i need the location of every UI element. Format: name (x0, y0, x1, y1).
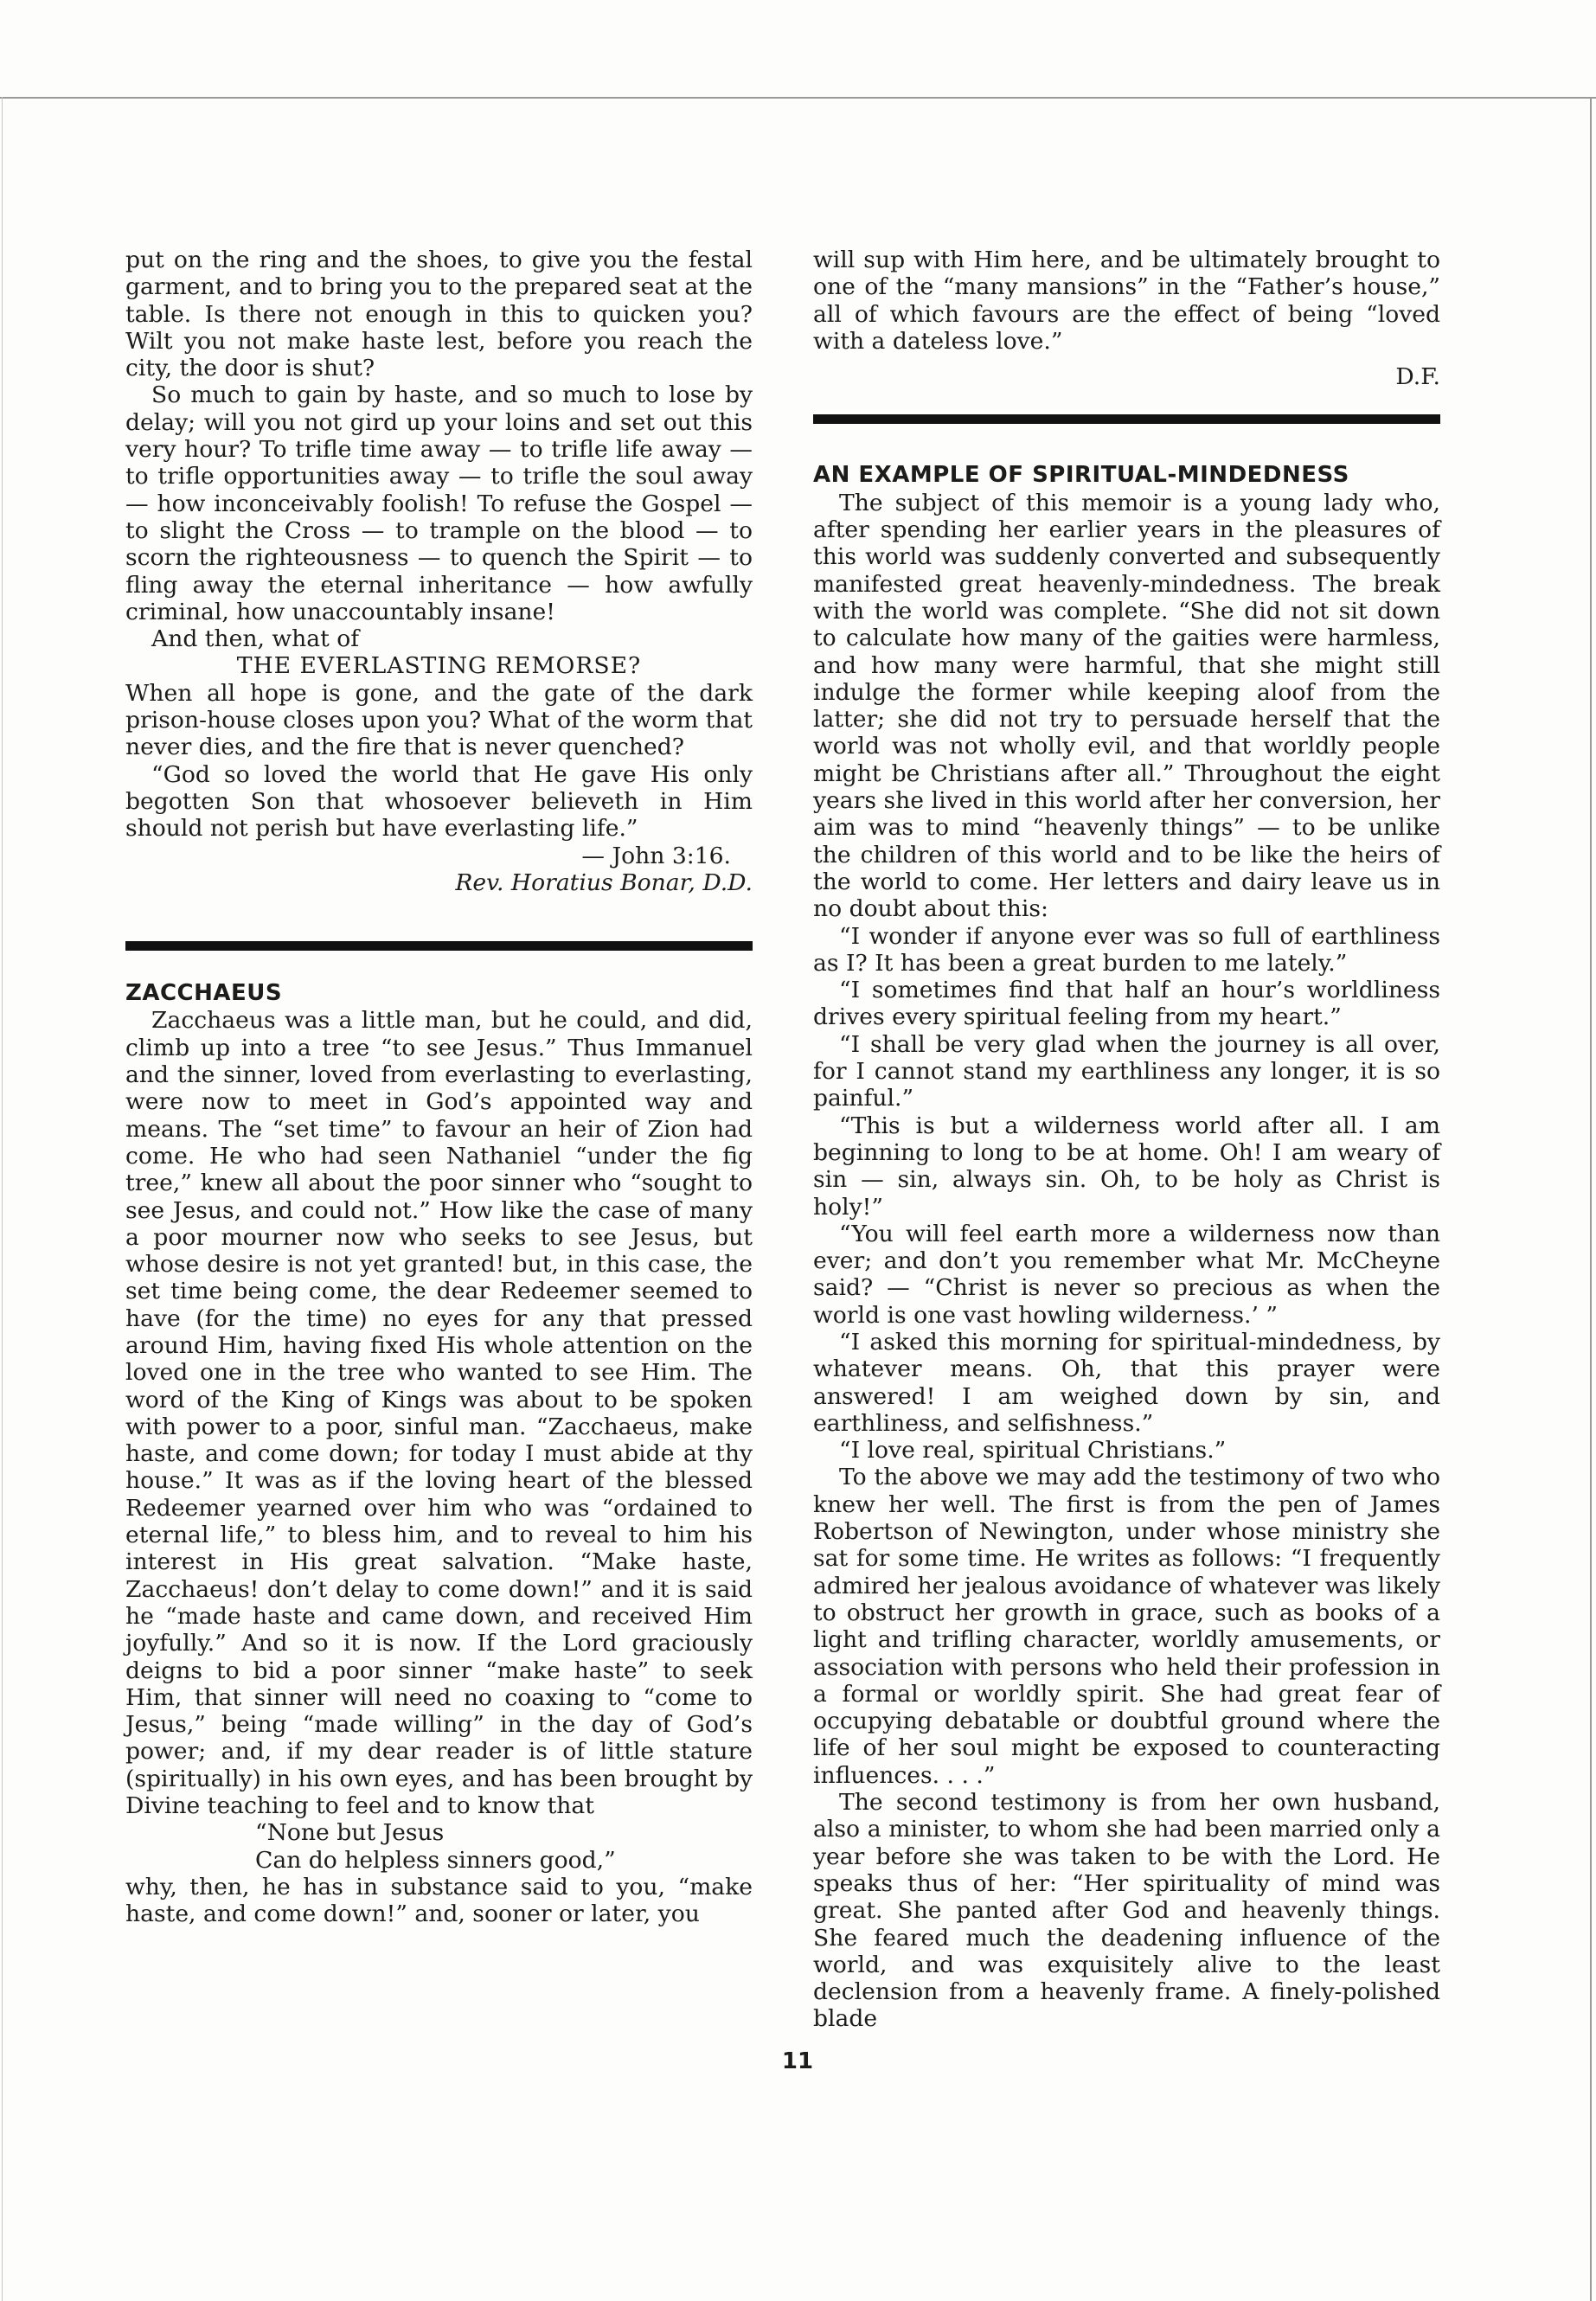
scripture-reference: — John 3:16. (581, 842, 731, 869)
section-title-zacchaeus: ZACCHAEUS (125, 980, 283, 1007)
scripture-quote: “God so loved the world that He gave His only begotten Son that whosoever believeth in Him should not perish but have everlasting life.” (125, 760, 753, 843)
scan-right-edge (1590, 97, 1592, 2301)
paragraph: When all hope is gone, and the gate of the dark prison-house closes upon you? What of the worm that never dies, and the fire that is never quenched? (125, 679, 753, 761)
paragraph: The second testimony is from her own husband, also a minister, to whom she had been married only a year before she was taken to be with the Lord. He speaks thus of her: “Her spirituality of mind was great. She panted after God and heavenly things. She feared much the deadening influence of the world, and was exquisitely alive to the least declension from a heavenly frame. A finely-polished blade (813, 1789, 1440, 2033)
paragraph: why, then, he has in substance said to you, “make haste, and come down!” and, sooner or later, you (125, 1873, 753, 1928)
paragraph: So much to gain by haste, and so much to lose by delay; will you not gird up your loins and set out this very hour? To trifle time away — to trifle life away — to trifle opportunities away — to trifle the soul away — how inconceivably foolish! To refuse the Gospel — to slight the Cross — to trample on the blood — to scorn the righteousness — to quench the Spirit — to fling away the eternal inheritance — how awfully criminal, how unaccountably insane! (125, 381, 753, 625)
section-divider (813, 414, 1440, 424)
diary-quote: “I wonder if anyone ever was so full of earthliness as I? It has been a great burden to me lately.” (813, 922, 1440, 977)
paragraph: To the above we may add the testimony of two who knew her well. The first is from the pen of James Robertson of Newington, under whose ministry she sat for some time. He writes as follows: “I frequently admired her jealous avoidance of whatever was likely to obstruct her growth in grace, such as books of a light and trifling character, worldly amusements, or association with persons who held their profession in a formal or worldly spirit. She had great fear of occupying debatable or doubtful ground where the life of her soul might be exposed to counteracting influences. . . .” (813, 1464, 1440, 1789)
paragraph: The subject of this memoir is a young lady who, after spending her earlier years in the pleasures of this world was suddenly converted and subsequently manifested great heavenly-mindedness. The break with the world was complete. “She did not sit down to calculate how many of the gaities were harmless, and how many were harmful, that she might still indulge the former while keeping aloof from the latter; she did not try to persuade herself that the world was not wholly evil, and that worldly people might be Christians after all.” Throughout the eight years she lived in this world after her conversion, her aim was to mind “heavenly things” — to be unlike the children of this world and to be like the heirs of the world to come. Her letters and dairy leave us in no doubt about this: (813, 489, 1440, 923)
scan-left-edge (2, 97, 3, 2301)
author-initials: D.F. (1395, 363, 1440, 391)
paragraph: Zacchaeus was a little man, but he could, and did, climb up into a tree “to see Jesus.” Thus Immanuel and the sinner, loved from everlasting to everlasting, were now to meet in God’s appointed way and means. The “set time” to favour an heir of Zion had come. He who had seen Nathaniel “under the fig tree,” knew all about the poor sinner who “sought to see Jesus, and could not.” How like the case of many a poor mourner now who seeks to see Jesus, but whose desire is not yet granted! but, in this case, the set time being come, the dear Redeemer seemed to have (for the time) no eyes for any that pressed around Him, having fixed His whole attention on the loved one in the tree who wanted to see Him. The word of the King of Kings was about to be spoken with power to a poor, sinful man. “Zacchaeus, make haste, and come down; for today I must abide at thy house.” It was as if the loving heart of the blessed Redeemer yearned over him who was “ordained to eternal life,” to bless him, and to reveal to him his interest in His great salvation. “Make haste, Zacchaeus! don’t delay to come down!” and it is said he “made haste and came down, and received Him joyfully.” And so it is now. If the Lord graciously deigns to bid a poor sinner “make haste” to seek Him, that sinner will need no coaxing to “come to Jesus,” being “made willing” in the day of God’s power; and, if my dear reader is of little stature (spiritually) in his own eyes, and has been brought by Divine teaching to feel and to know that (125, 1007, 753, 1820)
diary-quote: “I love real, spiritual Christians.” (839, 1437, 1227, 1465)
diary-quote: “You will feel earth more a wilderness now than ever; and don’t you remember what Mr. McCheyne said? — “Christ is never so precious as when the world is one vast howling wilderness.’ ” (813, 1220, 1440, 1329)
section-title-spiritual-mindedness: AN EXAMPLE OF SPIRITUAL-MINDEDNESS (813, 462, 1349, 489)
caps-heading: THE EVERLASTING REMORSE? (236, 652, 642, 680)
verse-line: “None but Jesus (255, 1819, 445, 1847)
paragraph: put on the ring and the shoes, to give you the festal garment, and to bring you to the prepared seat at the table. Is there not enough in this to quicken you? Wilt you not make haste lest, before you reach the city, the door is shut? (125, 247, 753, 382)
right-column (813, 247, 1440, 2033)
scan-top-edge (0, 97, 1596, 99)
paragraph: will sup with Him here, and be ultimately brought to one of the “many mansions” in the “Father’s house,” all of which favours are the effect of being “loved with a dateless love.” (813, 247, 1440, 355)
verse-line: Can do helpless sinners good,” (255, 1846, 616, 1874)
left-column (125, 247, 753, 1928)
paragraph: And then, what of (151, 625, 360, 653)
diary-quote: “I sometimes find that half an hour’s worldliness drives every spiritual feeling from my heart.” (813, 977, 1440, 1031)
diary-quote: “This is but a wilderness world after all. I am beginning to long to be at home. Oh! I am weary of sin — sin, always sin. Oh, to be holy as Christ is holy!” (813, 1112, 1440, 1221)
page-number: 11 (781, 2048, 814, 2074)
diary-quote: “I shall be very glad when the journey is all over, for I cannot stand my earthliness any longer, it is so painful.” (813, 1030, 1440, 1112)
author-signature: Rev. Horatius Bonar, D.D. (455, 868, 753, 896)
section-divider (125, 941, 753, 951)
diary-quote: “I asked this morning for spiritual-mindedness, by whatever means. Oh, that this prayer were answered! I am weighed down by sin, and earthliness, and selfishness.” (813, 1328, 1440, 1437)
